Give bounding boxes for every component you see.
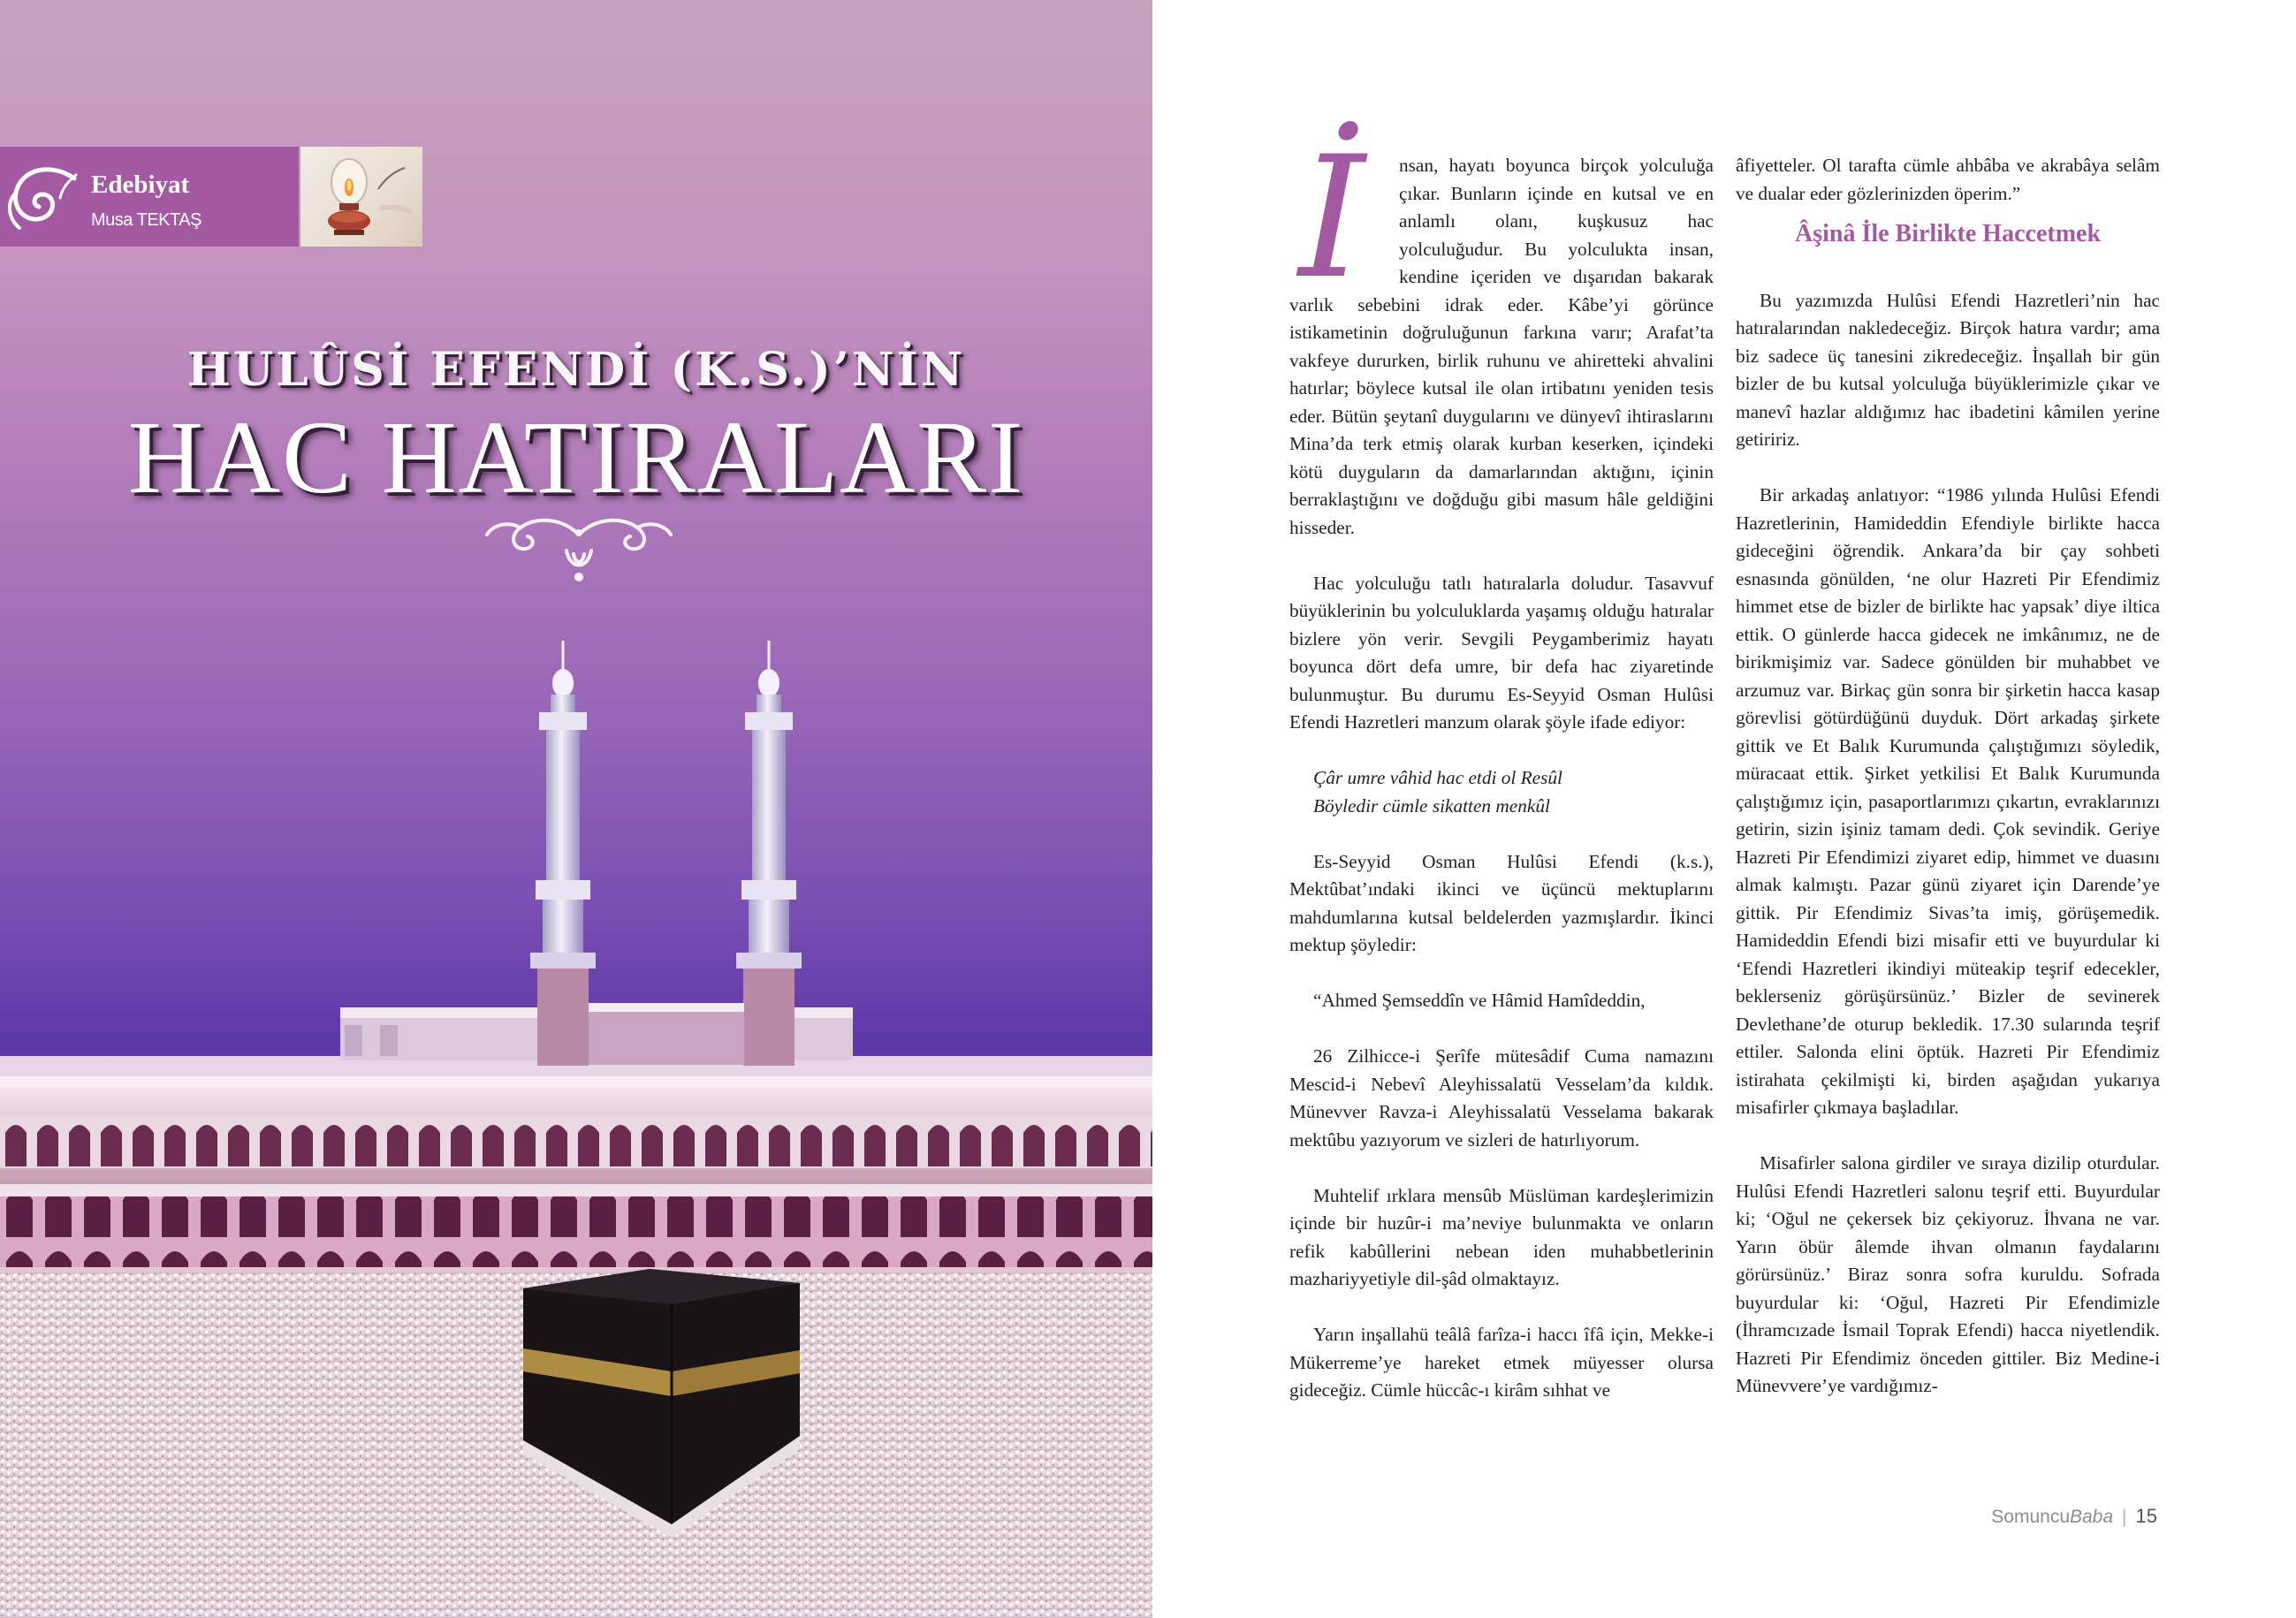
- paragraph: [1289, 120, 1714, 542]
- article-page: [1152, 0, 2296, 1618]
- left-minaret: [530, 641, 596, 1066]
- oil-lamp-icon: [300, 147, 422, 247]
- paragraph: Bu yazımızda Hulûsi Efendi Hazretleri’nin hac hatıralarından nakledeceğiz. Birçok hatıra vardır; ama biz sadece üç tanesini zikredeceğiz. İnşallah bir gün bizler de bu kutsal yolculuğa büyüklerimizle çıkar ve manevî hazlar aldığımız hac ibadetini kâmilen yerine getiririz.: [1736, 289, 2160, 450]
- article-column-2: [1736, 152, 2160, 1428]
- letter-salutation: “Ahmed Şemseddîn ve Hâmid Hamîdeddin,: [1313, 990, 1646, 1011]
- oil-lamp-thumbnail: [300, 147, 422, 247]
- paragraph: Muhtelif ırklara mensûb Müslüman kardeşlerimizin içinde bir huzûr-i ma’neviye bulunmakta ve onların refik kabûllerini nebean iden muhabbetlerinin mazhariyyetiyle dil-şâd olmaktayız.: [1289, 1184, 1714, 1289]
- author-name: Musa TEKTAŞ: [91, 210, 201, 230]
- paragraph: Yarın inşallahü teâlâ farîza-i haccı îfâ için, Mekke-i Mükerreme’ye hareket etmek müyesser olursa gideceğiz. Cümle hüccâc-ı kirâm sıhhat ve: [1289, 1324, 1714, 1401]
- paragraph: Hac yolculuğu tatlı hatıralarla doludur. Tasavvuf büyüklerinin bu yolculuklarda yaşamış olduğu hatıralar bizlere yön verir. Sevgili Peygamberimiz hayatı boyunca dört defa umre, bir defa hac ziyaretinde bulunmuştur. Bu durumu Es-Seyyid Osman Hulûsi Efendi Hazretleri manzum olarak şöyle ifade ediyor:: [1289, 572, 1714, 733]
- paragraph-text: nsan, hayatı boyunca birçok yolculuğa çıkar. Bunların içinde en kutsal ve en anlamlı olanı, kuşkusuz hac yolculuğudur. Bu yolculukta insan, kendine içeriden ve dışarıdan bakarak varlık sebebini idrak eder. Kâbe’yi görünce istikametinin doğruluğunun farkına varır; Arafat’ta vakfeye dururken, birlik ruhunu ve ahiretteki ahvalini hatırlar; böylece kutsal ile olan irtibatını yeniden tesis eder. Bütün şeytanî duygularını ve dünyevî ihtiraslarını Mina’da terk etmiş olarak kurban keserken, içindeki kötü duyguların da damarlarından aktığını, içinin berraklaştığını ve doğduğu gibi masum hâle geldiğini hisseder.: [1289, 155, 1714, 538]
- paragraph: Misafirler salona girdiler ve sıraya dizilip oturdular. Hulûsi Efendi Hazretleri salonu teşrif etti. Buyurdular ki; ‘Oğul ne çekersek biz çekiyoruz. İhvana ne var. Yarın öbür âlemde ihvan olmanın faydalarını görürsünüz.’ Biraz sonra sofra kuruldu. Sofrada buyurdular ki: ‘Oğul, Hazreti Pir Efendimizle (İhramcızade İsmail Toprak Efendi) hacca niyetlendik. Hazreti Pir Efendimiz önceden gittiler. Biz Medine-i Münevvere’ye vardığımız-: [1736, 1152, 2160, 1396]
- drop-cap: İ: [1298, 120, 1365, 315]
- paragraph: 26 Zilhicce-i Şerîfe mütesâdif Cuma namazını Mescid-i Nebevî Aleyhissalatü Vesselam’da kıldık. Münevver Ravza-i Aleyhissalatü Vesselama bakarak mektûbu yazıyorum ve sizleri de hatırlıyorum.: [1289, 1045, 1714, 1151]
- right-minaret: [736, 641, 802, 1066]
- title-line-1: HULÛSİ EFENDİ (K.S.)’NİN: [186, 343, 966, 397]
- paragraph: Es-Seyyid Osman Hulûsi Efendi (k.s.), Mektûbat’ındaki ikinci ve üçüncü mektuplarını mahdumlarına kutsal beldelerden yazmışlardır. İkinci mektup şöyledir:: [1289, 850, 1714, 955]
- page-footer: SomuncuBaba | 15: [1991, 1505, 2157, 1527]
- verse-line-1: Çâr umre vâhid hac etdi ol Resûl: [1313, 767, 1562, 788]
- article-column-1: [1289, 120, 1714, 1432]
- magazine-brand: SomuncuBaba: [1991, 1507, 2114, 1527]
- verse-line-2: Böyledir cümle sikatten menkûl: [1313, 794, 1550, 817]
- title-ornament-icon: [482, 508, 676, 588]
- paragraph: Bir arkadaş anlatıyor: “1986 yılında Hulûsi Efendi Hazretlerinin, Hamideddin Efendiyle birlikte hacca gideceğini öğrendik. Ankara’da bir çay sohbeti esnasında gönülden, ‘ne olur Hazreti Pir Efendimiz himmet etse de bizler de birlikte hac yapsak’ diye iltica ettik. O günlerde hacca gidecek ne imkânımız, ne de birikmişimiz var. Sadece gönülden bir muhabbet ve arzumuz var. Birkaç gün sonra bir şirketin hacca kasap görevlisi götürdüğünü duyduk. Dört arkadaş şirkete gittik ve Et Balık Kurumunda çalıştığımızı söyledik, müracaat ettik. Şirket yetkilisi Et Balık Kurumunda çalıştığımız için, pasaportlarımızı çıkartın, evraklarınızı getirin, sizin işiniz tamam dedi. Çok sevindik. Geriye Hazreti Pir Efendimizi ziyaret edip, himmet ve duasını almak kalmıştı. Pazar günü ziyaret için Darende’ye gittik. Pir Efendimiz Sivas’ta imiş, görüşemedik. Hamideddin Efendi bizi misafir etti ve buyurdular ki ‘Efendi Hazretleri ikindiyi müteakip teşrif edecekler, beklerseniz görüşürsünüz.’ Bizler de sevinerek Devlethane’de oturup bekledik. 17.30 sularında teşrif ettiler. Salonda elini öptük. Hazreti Pir Efendimiz istirahata çekilmişti ki, birden aşağıdan yukarıya misafirler çıkmaya başladılar.: [1736, 484, 2160, 1118]
- category-label: Edebiyat: [91, 171, 190, 199]
- ornamental-swirl-icon: [4, 163, 83, 233]
- section-heading: Âşinâ İle Birlikte Haccetmek: [1794, 220, 2102, 247]
- page-number: 15: [2135, 1505, 2157, 1527]
- paragraph: âfiyetteler. Ol tarafta cümle ahbâba ve akrabâya selâm ve dualar eder gözlerinizden öperim.”: [1736, 155, 2160, 204]
- page-title: HAC HATIRALARI: [127, 399, 1025, 515]
- category-tab: [0, 147, 299, 247]
